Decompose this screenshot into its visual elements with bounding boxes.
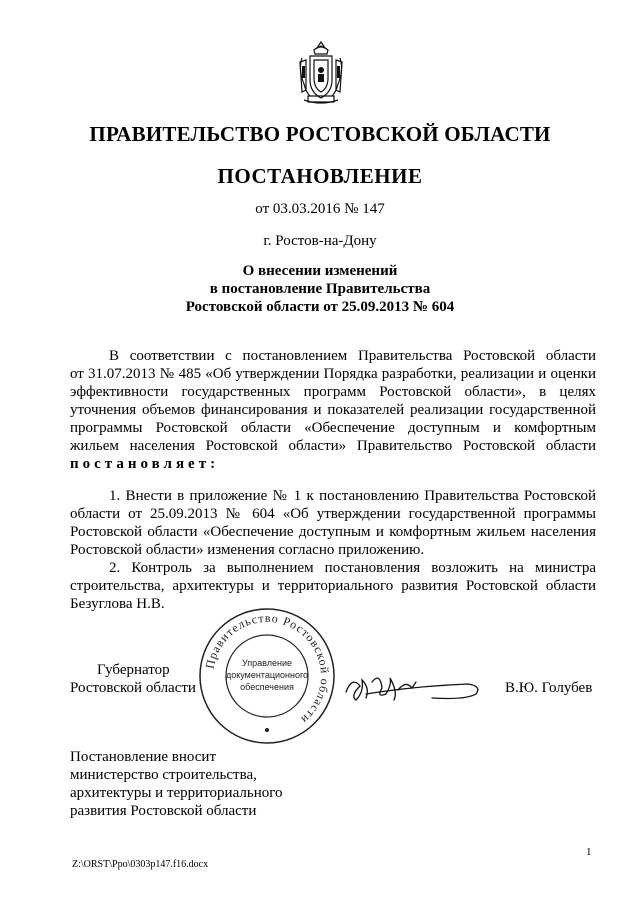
- document-heading-line: в постановление Правительства: [209, 281, 431, 297]
- signatory-name: В.Ю. Голубев: [505, 680, 593, 696]
- document-city: г. Ростов-на-Дону: [263, 233, 377, 249]
- decree-word-text: постановляет:: [70, 456, 220, 472]
- preamble-line: программы Ростовской области «Обеспечение доступным и комфортным: [70, 420, 596, 436]
- submitter-note-line: архитектуры и территориального: [70, 785, 283, 801]
- document-date-number: от 03.03.2016 № 147: [255, 201, 385, 217]
- decree-word: [70, 456, 596, 473]
- preamble-line: уточнения объемов финансирования и показателей реализации государственной: [70, 402, 596, 418]
- submitter-note-line: развития Ростовской области: [70, 803, 257, 819]
- page-number: 1: [586, 846, 592, 858]
- seal-center-line: Управление: [241, 658, 293, 668]
- document-heading-line: Ростовской области от 25.09.2013 № 604: [185, 299, 455, 315]
- signatory-title-line1: Губернатор: [97, 662, 170, 678]
- preamble-line: жильем населения Ростовской области» Правительство Ростовской области: [70, 438, 596, 454]
- seal-ring-text: Правительство Ростовской области: [202, 610, 333, 728]
- official-seal: [197, 606, 337, 746]
- preamble-line: В соответствии с постановлением Правительства Ростовской области: [109, 348, 596, 364]
- item2-line: 2. Контроль за выполнением постановления возложить на министра: [109, 560, 596, 576]
- item2-line: строительства, архитектуры и территориального развития Ростовской области: [70, 578, 596, 594]
- file-path: Z:\ORST\Ppo\0303p147.f16.docx: [72, 859, 209, 870]
- coat-of-arms-emblem: [294, 40, 348, 108]
- handwritten-signature: [336, 662, 486, 712]
- item2-line: Безуглова Н.В.: [70, 596, 165, 612]
- seal-center-line: обеспечения: [240, 682, 294, 692]
- seal-center-line: документационного: [225, 670, 309, 680]
- preamble-line: эффективности государственных программ Ростовской области», в целях: [70, 384, 596, 400]
- document-heading-line: О внесении изменений: [242, 263, 398, 279]
- submitter-note-line: министерство строительства,: [70, 767, 257, 783]
- signatory-title-line2: Ростовской области: [70, 680, 196, 696]
- item1-line: области от 25.09.2013 № 604 «Об утверждении государственной программы: [70, 506, 596, 522]
- item1-line: Ростовской области» изменения согласно приложению.: [70, 542, 425, 558]
- submitter-note-line: Постановление вносит: [70, 749, 217, 765]
- preamble-line: от 31.07.2013 № 485 «Об утверждении Порядка разработки, реализации и оценки: [70, 366, 596, 382]
- item1-line: Ростовской области «Обеспечение доступным и комфортным жильем населения: [70, 524, 596, 540]
- document-type: ПОСТАНОВЛЕНИЕ: [217, 164, 423, 188]
- item1-line: 1. Внести в приложение № 1 к постановлению Правительства Ростовской: [109, 488, 596, 504]
- organization-title: ПРАВИТЕЛЬСТВО РОСТОВСКОЙ ОБЛАСТИ: [89, 122, 551, 146]
